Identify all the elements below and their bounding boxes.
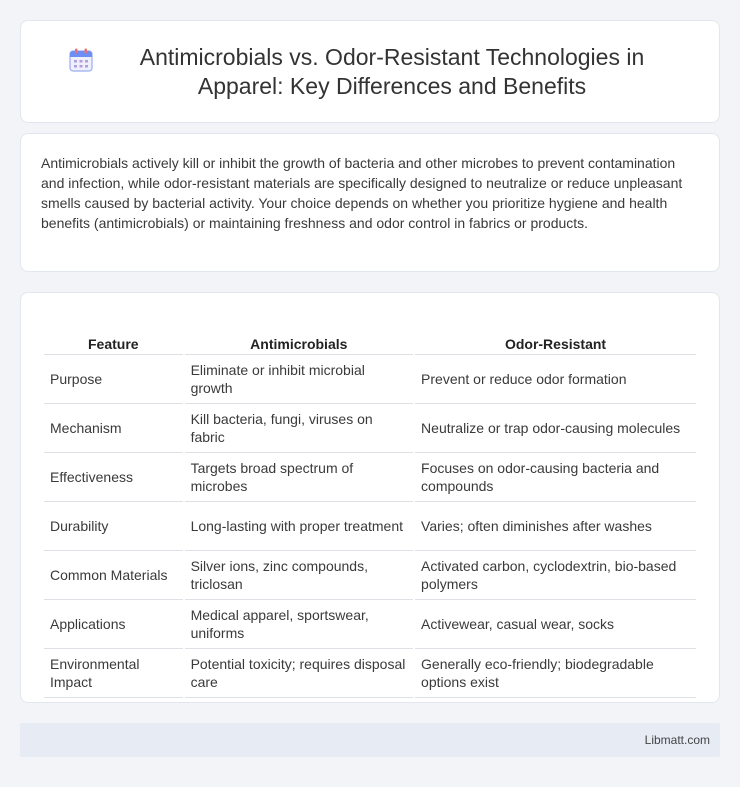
feature-cell: Common Materials <box>44 551 183 600</box>
antimicrobials-cell: Medical apparel, sportswear, uniforms <box>185 600 413 649</box>
table-row <box>44 502 696 551</box>
header-antimicrobials: Antimicrobials <box>185 313 413 355</box>
antimicrobials-cell: Targets broad spectrum of microbes <box>185 453 413 502</box>
antimicrobials-cell: Potential toxicity; requires disposal care <box>185 649 413 698</box>
odor-resistant-cell: Generally eco-friendly; biodegradable options exist <box>415 649 696 698</box>
title-card <box>20 20 720 123</box>
header-feature: Feature <box>44 313 183 355</box>
intro-text: Antimicrobials actively kill or inhibit the growth of bacteria and other microbes to prevent contamination and infection, while odor-resistant materials are specifically designed to neutralize or reduce unpleasant smells caused by bacterial activity. Your choice depends on whether you prioritize hygiene and health benefits (antimicrobials) or maintaining freshness and odor control in fabrics or products. <box>41 155 683 231</box>
calendar-icon <box>68 47 94 73</box>
feature-cell: Environmental Impact <box>44 649 183 698</box>
footer-brand[interactable]: Libmatt.com <box>644 733 710 747</box>
intro-card <box>20 133 720 272</box>
feature-cell: Mechanism <box>44 404 183 453</box>
comparison-table <box>42 313 698 698</box>
odor-resistant-cell: Prevent or reduce odor formation <box>415 355 696 404</box>
feature-cell: Durability <box>44 502 183 551</box>
table-row <box>44 404 696 453</box>
feature-cell: Applications <box>44 600 183 649</box>
table-row <box>44 355 696 404</box>
footer <box>20 723 720 757</box>
antimicrobials-cell: Eliminate or inhibit microbial growth <box>185 355 413 404</box>
header-odor-resistant: Odor-Resistant <box>415 313 696 355</box>
table-row <box>44 649 696 698</box>
antimicrobials-cell: Silver ions, zinc compounds, triclosan <box>185 551 413 600</box>
table-row <box>44 551 696 600</box>
feature-cell: Purpose <box>44 355 183 404</box>
odor-resistant-cell: Focuses on odor-causing bacteria and compounds <box>415 453 696 502</box>
table-header-row <box>44 313 696 355</box>
antimicrobials-cell: Kill bacteria, fungi, viruses on fabric <box>185 404 413 453</box>
table-row <box>44 453 696 502</box>
odor-resistant-cell: Varies; often diminishes after washes <box>415 502 696 551</box>
table-row <box>44 600 696 649</box>
comparison-card <box>20 292 720 703</box>
odor-resistant-cell: Activewear, casual wear, socks <box>415 600 696 649</box>
odor-resistant-cell: Neutralize or trap odor-causing molecules <box>415 404 696 453</box>
odor-resistant-cell: Activated carbon, cyclodextrin, bio-based polymers <box>415 551 696 600</box>
page-title: Antimicrobials vs. Odor-Resistant Technologies in Apparel: Key Differences and Benefits <box>139 43 645 99</box>
antimicrobials-cell: Long-lasting with proper treatment <box>185 502 413 551</box>
feature-cell: Effectiveness <box>44 453 183 502</box>
